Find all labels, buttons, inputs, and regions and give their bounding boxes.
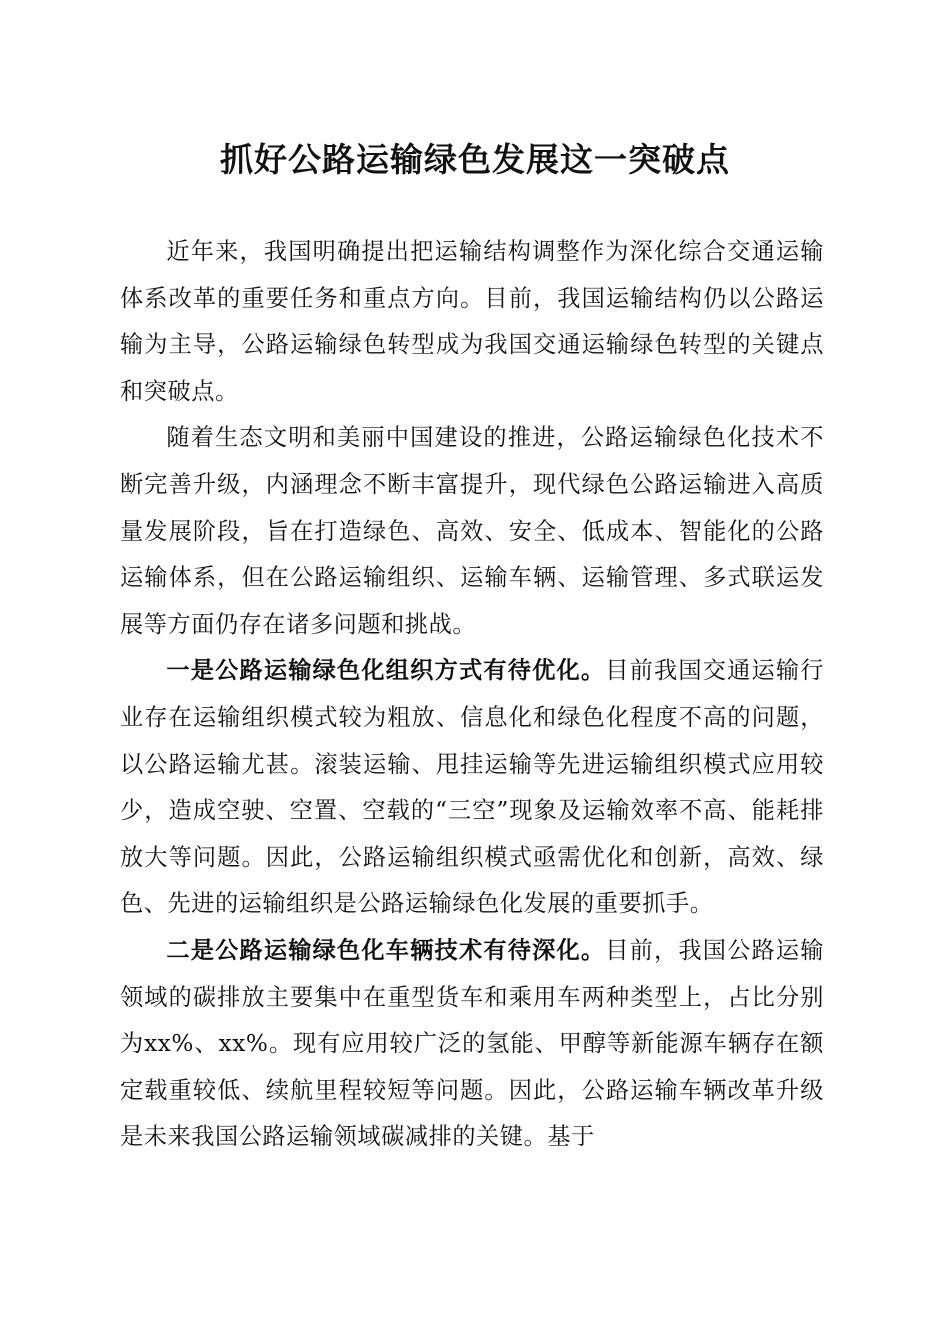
paragraph-3-text: 目前我国交通运输行业存在运输组织模式较为粗放、信息化和绿色化程度不高的问题，以公路运输尤甚。滚装运输、甩挂运输等先进运输组织模式应用较少，造成空驶、空置、空载的“三空”现象及运输效率不高、能耗排放大等问题。因此，公路运输组织模式亟需优化和创新，高效、绿色、先进的运输组织是公路运输绿色化发展的重要抓手。 <box>120 657 824 918</box>
paragraph-2-text: 随着生态文明和美丽中国建设的推进，公路运输绿色化技术不断完善升级，内涵理念不断丰富提升，现代绿色公路运输进入高质量发展阶段，旨在打造绿色、高效、安全、低成本、智能化的公路运输体系，但在公路运输组织、运输车辆、运输管理、多式联运发展等方面仍存在诸多问题和挑战。 <box>120 424 824 638</box>
paragraph-4 <box>120 928 824 1161</box>
document-body <box>120 229 824 1161</box>
paragraph-1-text: 近年来，我国明确提出把运输结构调整作为深化综合交通运输体系改革的重要任务和重点方向。目前，我国运输结构仍以公路运输为主导，公路运输绿色转型成为我国交通运输绿色转型的关键点和突破点。 <box>120 238 824 405</box>
paragraph-3 <box>120 648 824 928</box>
document-title: 抓好公路运输绿色发展这一突破点 <box>220 140 730 179</box>
paragraph-4-text: 目前，我国公路运输领域的碳排放主要集中在重型货车和乘用车两种类型上，占比分别为xx%、xx%。现有应用较广泛的氢能、甲醇等新能源车辆存在额定载重较低、续航里程较短等问题。因此，公路运输车辆改革升级是未来我国公路运输领域碳减排的关键。基于 <box>120 936 824 1151</box>
paragraph-2 <box>120 415 824 648</box>
paragraph-3-lead: 一是公路运输绿色化组织方式有待优化。 <box>166 657 606 685</box>
paragraph-1 <box>120 229 824 415</box>
paragraph-4-lead: 二是公路运输绿色化车辆技术有待深化。 <box>166 936 606 964</box>
